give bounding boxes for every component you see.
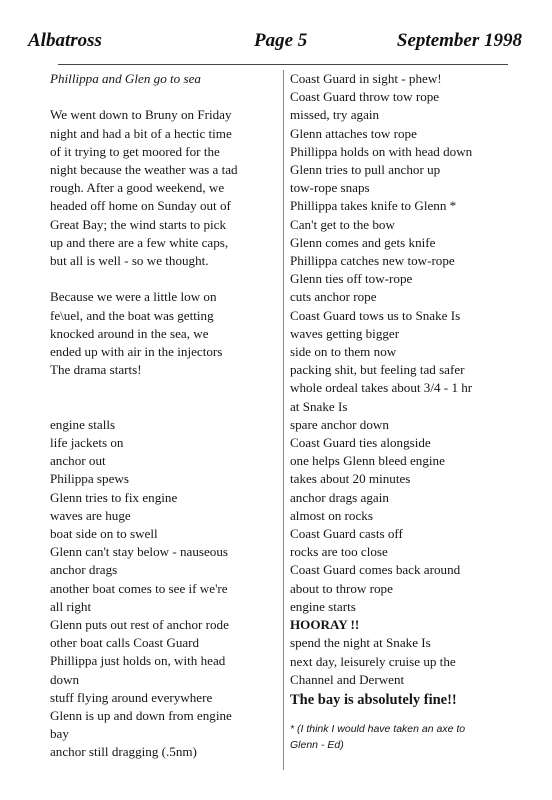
list-item: packing shit, but feeling tad safer: [290, 362, 465, 378]
list-item: tow-rope snaps: [290, 180, 370, 196]
list-item: anchor drags: [50, 562, 118, 578]
list-item: Coast Guard in sight - phew!: [290, 71, 442, 86]
text-line: fe\uel, and the boat was getting: [50, 307, 214, 323]
closing-line: The bay is absolutely fine!!: [290, 691, 457, 708]
list-item: Phillippa holds on with head down: [290, 143, 473, 159]
list-item: Glenn ties off tow-rope: [290, 271, 413, 287]
list-item: Coast Guard casts off: [290, 526, 403, 542]
list-item: Glenn comes and gets knife: [290, 234, 436, 250]
list-item: stuff flying around everywhere: [50, 689, 213, 705]
list-item: other boat calls Coast Guard: [50, 635, 200, 651]
list-item: Glenn attaches tow rope: [290, 125, 417, 141]
list-item: anchor still dragging (.5nm): [50, 744, 197, 760]
list-item: rocks are too close: [290, 544, 388, 560]
list-item: about to throw rope: [290, 580, 393, 596]
list-item: at Snake Is: [290, 398, 348, 414]
list-item: spare anchor down: [290, 416, 389, 432]
list-item: missed, try again: [290, 107, 380, 123]
text-line: Great Bay; the wind starts to pick: [50, 216, 226, 232]
list-item: engine starts: [290, 598, 356, 614]
list-item: side on to them now: [290, 344, 397, 360]
list-item: another boat comes to see if we're: [50, 580, 228, 596]
list-item: bay: [50, 726, 69, 742]
list-item: Phillippa catches new tow-rope: [290, 253, 455, 269]
paragraph-1: [50, 106, 278, 270]
list-item: Coast Guard throw tow rope: [290, 89, 440, 105]
list-item: Glenn puts out rest of anchor rode: [50, 617, 229, 633]
hooray-text: HOORAY !!: [290, 617, 360, 633]
paragraph-2: [50, 288, 278, 379]
left-column: [50, 70, 278, 762]
column-divider: [283, 70, 284, 770]
header-rule: [58, 64, 508, 65]
list-item: Glenn can't stay below - nauseous: [50, 544, 228, 560]
right-column: [290, 70, 530, 753]
text-line: The drama starts!: [50, 362, 142, 378]
list-item: all right: [50, 598, 92, 614]
list-item: almost on rocks: [290, 507, 373, 523]
page-header: [28, 30, 522, 60]
list-item: Coast Guard comes back around: [290, 562, 461, 578]
list-item: takes about 20 minutes: [290, 471, 411, 487]
issue-date: September 1998: [396, 30, 522, 51]
list-item: engine stalls: [50, 416, 116, 432]
text-line: night because the weather was a tad: [50, 162, 238, 177]
event-list-right: [290, 70, 530, 616]
list-item: whole ordeal takes about 3/4 - 1 hr: [290, 380, 473, 396]
event-list-left: [50, 416, 278, 762]
text-line: We went down to Bruny on Friday: [50, 107, 232, 123]
list-item: Glenn is up and down from engine: [50, 708, 232, 724]
text-line: night and had a bit of a hectic time: [50, 125, 232, 141]
text-line: but all is well - so we thought.: [50, 253, 209, 269]
text-line: of it trying to get moored for the: [50, 143, 220, 159]
list-item: waves getting bigger: [290, 325, 400, 341]
text-line: knocked around in the sea, we: [50, 325, 209, 341]
newsletter-title: Albatross: [28, 30, 102, 51]
text-line: headed off home on Sunday out of: [50, 198, 231, 214]
list-item: Glenn tries to pull anchor up: [290, 162, 441, 178]
list-item: anchor drags again: [290, 489, 389, 505]
text-line: up and there are a few white caps,: [50, 234, 229, 250]
text-line: ended up with air in the injectors: [50, 344, 223, 360]
text-line: Because we were a little low on: [50, 289, 217, 305]
list-item: cuts anchor rope: [290, 289, 377, 305]
article-subheading: Phillippa and Glen go to sea: [50, 71, 201, 86]
list-item: down: [50, 671, 80, 687]
list-item: next day, leisurely cruise up the: [290, 653, 456, 669]
list-item: spend the night at Snake Is: [290, 635, 431, 651]
editor-footnote-line-1: * (I think I would have taken an axe to: [290, 723, 466, 736]
page-number: Page 5: [254, 30, 308, 51]
list-item: Phillippa takes knife to Glenn *: [290, 198, 457, 214]
list-item: Glenn tries to fix engine: [50, 489, 178, 505]
list-item: Channel and Derwent: [290, 671, 405, 687]
list-item: Can't get to the bow: [290, 216, 395, 232]
list-item: Philippa spews: [50, 471, 129, 487]
list-item: Coast Guard tows us to Snake Is: [290, 307, 461, 323]
list-item: boat side on to swell: [50, 526, 158, 542]
editor-footnote-line-2: Glenn - Ed): [290, 739, 344, 752]
list-item: waves are huge: [50, 507, 131, 523]
list-item: life jackets on: [50, 435, 124, 451]
list-item: one helps Glenn bleed engine: [290, 453, 445, 469]
list-item: anchor out: [50, 453, 106, 469]
list-item: Phillippa just holds on, with head: [50, 653, 226, 669]
text-line: rough. After a good weekend, we: [50, 180, 225, 196]
list-item: Coast Guard ties alongside: [290, 435, 431, 451]
